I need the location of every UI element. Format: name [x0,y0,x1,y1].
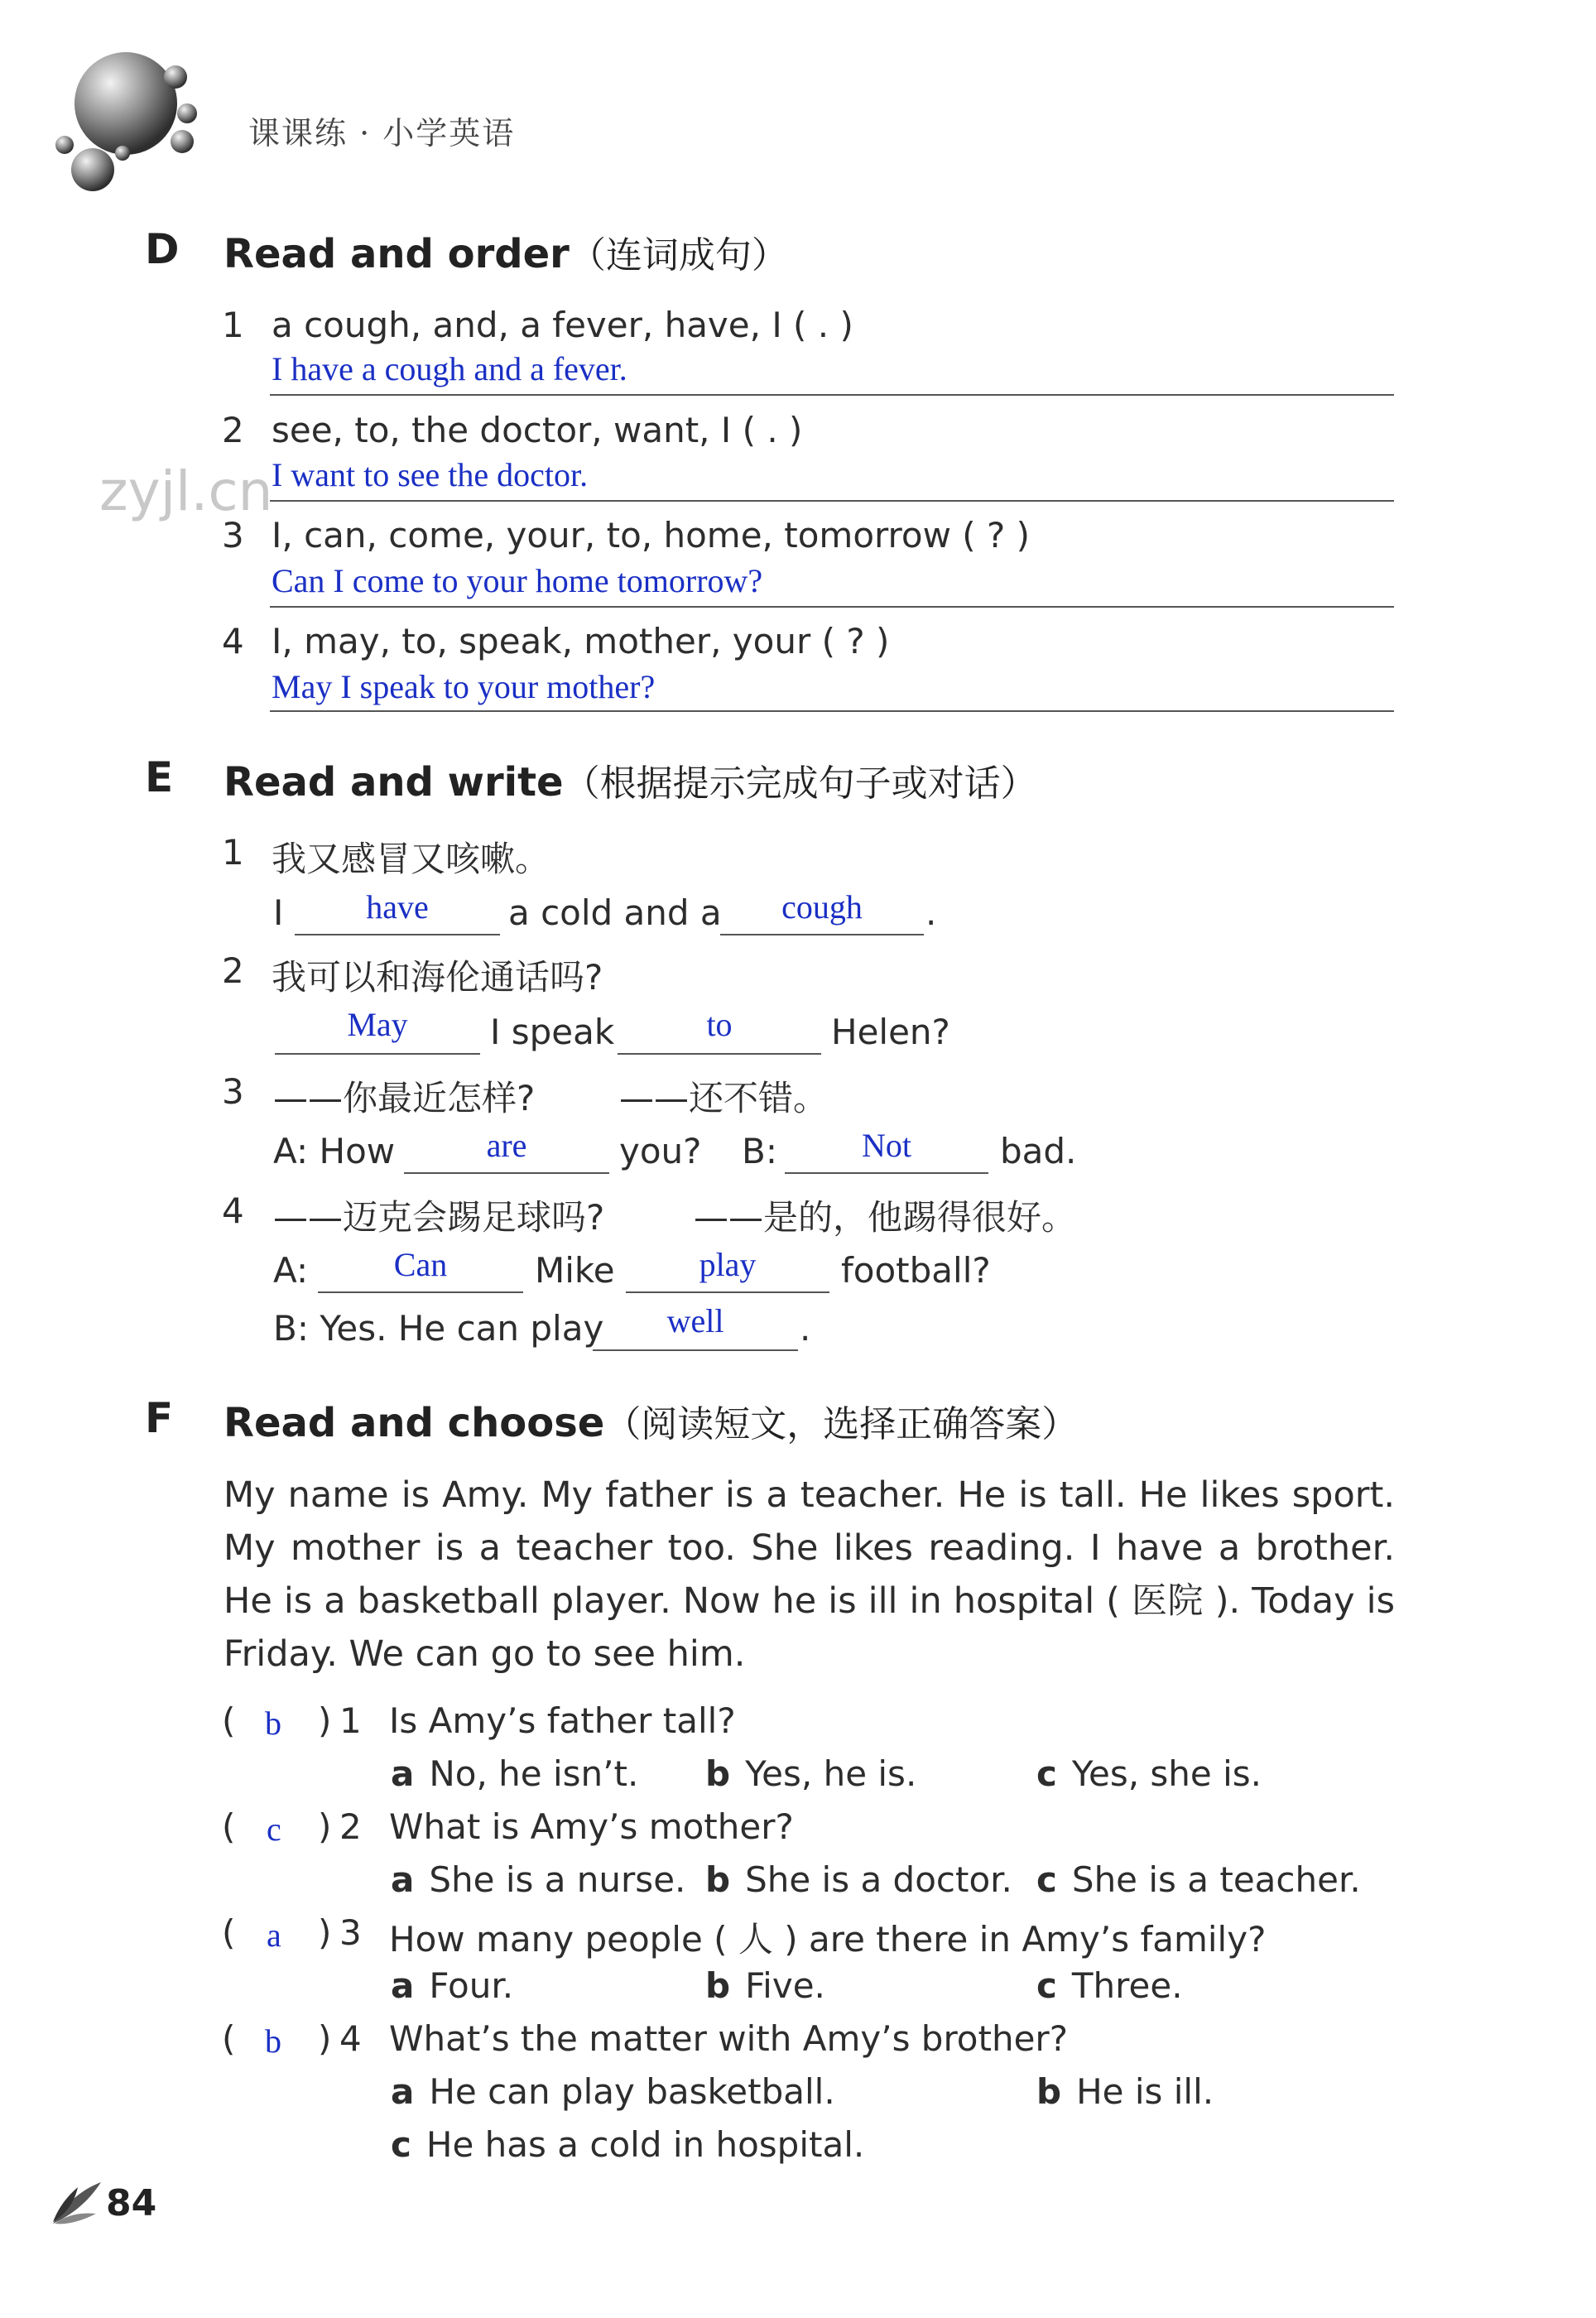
f-q2-option-a-text: She is a nurse. [429,1859,686,1900]
f-q3-option-b-text: Five. [745,1965,825,2006]
f-q1-paren-open: ( [222,1700,236,1741]
e-item-1-blank-1 [295,934,500,935]
f-q2-paren-open: ( [222,1806,236,1847]
f-q2-paren-close: ) [318,1806,332,1847]
f-q3-paren-open: ( [222,1912,236,1953]
section-d-title-en: Read and order [224,231,570,277]
section-f-letter: F [145,1394,174,1442]
e-item-1-text-3: . [925,892,937,933]
watermark: zyjl.cn [99,459,273,523]
e-item-1-blank-2 [720,934,924,935]
d-item-2-num: 2 [222,410,244,450]
section-e-letter: E [145,753,174,801]
f-q1-option-b-key: b [705,1753,731,1794]
d-item-1-num: 1 [222,305,244,345]
e-item-4-cn-q: ——迈克会踢足球吗? [273,1197,605,1238]
f-q4-answer: b [265,2022,281,2060]
f-q2-option-c [1036,1859,1361,1900]
e-item-2-num: 2 [222,950,244,991]
e-item-4-answer-2: play [699,1246,757,1283]
f-q2-option-b-text: She is a doctor. [745,1859,1012,1900]
f-q2-answer: c [267,1811,281,1848]
f-q3-option-c [1036,1965,1183,2006]
e-item-4-num: 4 [222,1190,244,1231]
e-item-3-answer-1: are [486,1127,527,1164]
section-f-title-en: Read and choose [224,1400,605,1446]
f-q2-num: 2 [339,1806,362,1847]
f-q4-option-a-text: He can play basketball. [429,2071,835,2112]
e-item-4-blank-2 [626,1291,829,1293]
section-e-title-en: Read and write [224,759,564,806]
f-q3-option-a [391,1965,513,2006]
e-item-3-text-2: you? [619,1131,702,1171]
e-item-1-num: 1 [222,832,244,873]
section-d-letter: D [145,225,180,273]
section-f-title [224,1394,1078,1447]
f-q1-option-a-text: No, he isn’t. [429,1753,639,1794]
e-item-3-answer-2: Not [862,1127,911,1164]
d-item-4-answer: May I speak to your mother? [272,668,656,705]
f-q4-paren-close: ) [318,2018,332,2059]
f-q4-text: What’s the matter with Amy’s brother? [389,2018,1068,2059]
f-q2-option-c-key: c [1036,1859,1057,1900]
e-item-1-answer-1: have [366,888,429,926]
f-q3-text: How many people ( 人 ) are there in Amy’s family? [389,1919,1267,1960]
f-q3-option-c-text: Three. [1071,1965,1183,2006]
e-item-2-blank-2 [618,1053,821,1055]
f-q1-option-a [391,1753,638,1794]
e-item-4-text-1: A: [273,1250,309,1291]
f-q3-paren-close: ) [318,1912,332,1953]
e-item-1-text-2: a cold and a [508,892,722,933]
f-q2-option-c-text: She is a teacher. [1071,1859,1361,1900]
e-item-3-num: 3 [222,1071,244,1112]
d-item-3-prompt: I, can, come, your, to, home, tomorrow ( ? ) [272,515,1031,555]
page-number: 84 [106,2182,157,2224]
e-item-2-text-2: Helen? [831,1012,950,1052]
f-q2-text: What is Amy’s mother? [389,1806,794,1847]
f-q3-option-b-key: b [705,1965,731,2006]
f-q1-text: Is Amy’s father tall? [389,1700,736,1741]
d-item-3-answer: Can I come to your home tomorrow? [272,562,763,599]
e-item-1-answer-2: cough [781,888,863,926]
d-item-1-answer: I have a cough and a fever. [272,350,627,387]
f-q1-option-b [705,1753,916,1794]
d-item-1-line [270,394,1394,396]
e-item-3-blank-1 [404,1172,609,1174]
e-item-1-text-1: I [273,892,284,933]
f-q1-option-b-text: Yes, he is. [745,1753,917,1794]
header-bubbles-decoration [33,46,215,203]
e-item-3-text-1: A: How [273,1131,396,1171]
f-q4-option-b-text: He is ill. [1076,2071,1214,2112]
f-q1-option-c [1036,1753,1262,1794]
f-q3-option-b [705,1965,825,2006]
f-q2-option-a [391,1859,685,1900]
d-item-2-answer: I want to see the doctor. [272,456,589,493]
d-item-4-num: 4 [222,621,244,661]
d-item-4-prompt: I, may, to, speak, mother, your ( ? ) [272,621,890,661]
f-q2-option-b-key: b [705,1859,731,1900]
d-item-2-prompt: see, to, the doctor, want, I ( . ) [272,410,803,450]
e-item-3-cn-a: ——还不错。 [619,1078,829,1118]
e-item-3-text-4: bad. [1000,1131,1077,1171]
e-item-2-cn: 我可以和海伦通话吗? [272,957,603,998]
f-q2-option-b [705,1859,1012,1900]
f-q1-answer: b [265,1705,281,1742]
f-q1-option-c-text: Yes, she is. [1071,1753,1262,1794]
e-item-3-text-3: B: [742,1131,777,1171]
d-item-1-prompt: a cough, and, a fever, have, I ( . ) [272,305,853,345]
f-q1-option-a-key: a [391,1753,415,1794]
e-item-3-blank-2 [785,1172,988,1174]
e-item-2-answer-1: May [347,1006,408,1043]
f-q4-paren-open: ( [222,2018,236,2059]
f-q4-option-a-key: a [391,2071,415,2112]
f-q1-option-c-key: c [1036,1753,1057,1794]
f-q1-paren-close: ) [318,1700,332,1741]
book-title: 课课练 · 小学英语 [248,115,516,151]
d-item-2-line [270,500,1394,502]
e-item-2-answer-2: to [706,1006,733,1043]
e-item-4-answer-3: well [666,1302,724,1339]
e-item-4-blank-1 [318,1291,523,1293]
f-q4-num: 4 [339,2018,362,2059]
d-item-3-line [270,606,1394,608]
section-d-title [224,225,788,278]
f-q4-option-c-key: c [391,2124,411,2165]
section-f-title-cn: （阅读短文，选择正确答案） [604,1403,1079,1445]
e-item-4-blank-3 [593,1349,798,1351]
e-item-1-cn: 我又感冒又咳嗽。 [272,839,550,879]
f-q3-option-c-key: c [1036,1965,1057,2006]
e-item-2-blank-1 [275,1053,480,1055]
f-q4-option-b-key: b [1036,2071,1062,2112]
e-item-4-answer-1: Can [393,1246,448,1283]
f-q4-option-b [1036,2071,1214,2112]
e-item-4-text-2: Mike [535,1250,615,1291]
f-q3-answer: a [267,1916,281,1954]
section-e-title-cn: （根据提示完成句子或对话） [563,762,1037,805]
reading-passage: My name is Amy. My father is a teacher. He is tall. He likes sport. My mother is a teacher too. She likes reading. I have a brother. He is a basketball player. Now he is ill in hospital ( 医院 ). Today is Friday. We can go to see him. [224,1474,1395,1675]
f-q3-option-a-key: a [391,1965,415,2006]
f-q3-num: 3 [339,1912,362,1953]
f-q4-option-a [391,2071,835,2112]
f-q2-option-a-key: a [391,1859,415,1900]
d-item-3-num: 3 [222,515,244,555]
e-item-4-cn-a: ——是的，他踢得很好。 [694,1197,1077,1238]
f-q4-option-c-text: He has a cold in hospital. [425,2124,865,2165]
e-item-4-text-5: . [800,1308,811,1349]
f-q4-option-c [391,2124,864,2165]
f-q1-num: 1 [339,1700,362,1741]
section-d-title-cn: （连词成句） [569,234,788,277]
e-item-4-text-4: B: Yes. He can play [273,1308,604,1349]
leaf-icon [50,2179,104,2227]
d-item-4-line [270,710,1394,712]
section-e-title [224,753,1037,806]
e-item-2-text-1: I speak [490,1012,615,1052]
e-item-4-text-3: football? [841,1250,991,1291]
f-q3-option-a-text: Four. [429,1965,514,2006]
e-item-3-cn-q: ——你最近怎样? [273,1078,536,1118]
